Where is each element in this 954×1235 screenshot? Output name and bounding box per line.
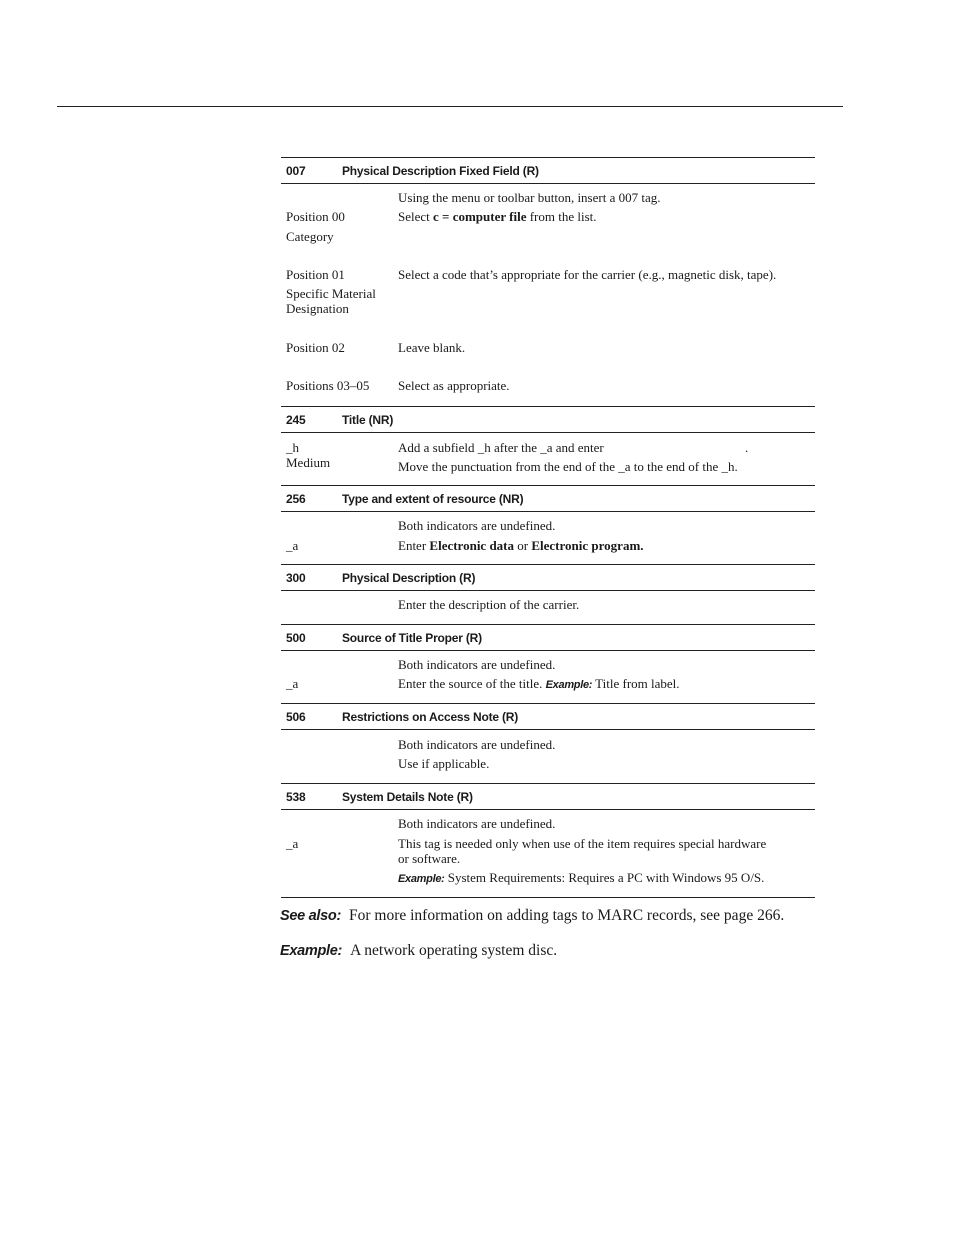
instruction-text: Enter the source of the title. Example: Title from label. [398, 676, 680, 691]
section-header-007 [281, 157, 815, 184]
see-also-text: For more information on adding tags to MARC records, see page 266. [348, 907, 785, 924]
instruction-text: Move the punctuation from the end of the _a to the end of the _h. [398, 459, 738, 474]
position-label: Positions 03–05 [286, 378, 370, 393]
subfield-label: _a [286, 836, 299, 851]
tag-number: 538 [286, 789, 306, 804]
tag-title: Restrictions on Access Note (R) [342, 709, 519, 724]
example-label: Example: [280, 943, 343, 959]
instruction-text: Both indicators are undefined. [398, 518, 556, 533]
tag-number: 300 [286, 570, 306, 585]
instruction-text: Both indicators are undefined. [398, 737, 556, 752]
instruction-period: . [745, 440, 749, 455]
instruction-text: Both indicators are undefined. [398, 816, 556, 831]
tag-number: 506 [286, 709, 306, 724]
section-header-300 [281, 564, 815, 591]
instruction-text: Enter the description of the carrier. [398, 597, 580, 612]
instruction-text: Both indicators are undefined. [398, 657, 556, 672]
instruction-text: Select c = computer file from the list. [398, 209, 597, 224]
see-also-note [280, 907, 784, 925]
tag-title: Title (NR) [342, 412, 394, 427]
instruction-text: Select a code that’s appropriate for the carrier (e.g., magnetic disk, tape). [398, 267, 777, 282]
example-text: A network operating system disc. [350, 942, 558, 959]
section-body-245 [281, 433, 815, 485]
tag-number: 256 [286, 491, 306, 506]
instruction-text: Add a subfield _h after the _a and enter [398, 440, 604, 455]
section-body-007 [281, 184, 815, 406]
instruction-text: Select as appropriate. [398, 378, 510, 393]
tag-title: Type and extent of resource (NR) [342, 491, 524, 506]
tag-title: Physical Description Fixed Field (R) [342, 163, 539, 178]
instruction-text: Use if applicable. [398, 756, 490, 771]
position-name: Designation [286, 301, 349, 316]
section-body-500 [281, 651, 815, 703]
tag-number: 007 [286, 163, 306, 178]
section-header-506 [281, 703, 815, 730]
position-label: Position 00 [286, 209, 345, 224]
section-header-245 [281, 406, 815, 433]
tag-title: Physical Description (R) [342, 570, 476, 585]
page-header-rule [57, 106, 843, 107]
tag-number: 245 [286, 412, 306, 427]
instruction-text: This tag is needed only when use of the item requires special hardware [398, 836, 767, 851]
section-body-538 [281, 810, 815, 898]
instruction-text: Enter Electronic data or Electronic program. [398, 538, 644, 553]
marc-tag-table [281, 157, 815, 898]
section-body-256 [281, 512, 815, 564]
position-name: Category [286, 229, 334, 244]
position-name: Specific Material [286, 286, 376, 301]
tag-number: 500 [286, 630, 306, 645]
example-text: Example: System Requirements: Requires a PC with Windows 95 O/S. [398, 870, 765, 885]
tag-title: Source of Title Proper (R) [342, 630, 482, 645]
section-header-256 [281, 485, 815, 512]
subfield-label: _h [286, 440, 299, 455]
section-body-300 [281, 591, 815, 624]
tag-title: System Details Note (R) [342, 789, 473, 804]
subfield-label: _a [286, 676, 299, 691]
position-label: Position 01 [286, 267, 345, 282]
section-body-506 [281, 730, 815, 783]
see-also-label: See also: [280, 908, 341, 924]
section-header-538 [281, 783, 815, 810]
instruction-text: or software. [398, 851, 461, 866]
instruction-text: Using the menu or toolbar button, insert a 007 tag. [398, 190, 661, 205]
example-note [280, 942, 557, 960]
instruction-text: Leave blank. [398, 340, 466, 355]
position-label: Position 02 [286, 340, 345, 355]
subfield-label: _a [286, 538, 299, 553]
section-header-500 [281, 624, 815, 651]
subfield-name: Medium [286, 455, 331, 470]
